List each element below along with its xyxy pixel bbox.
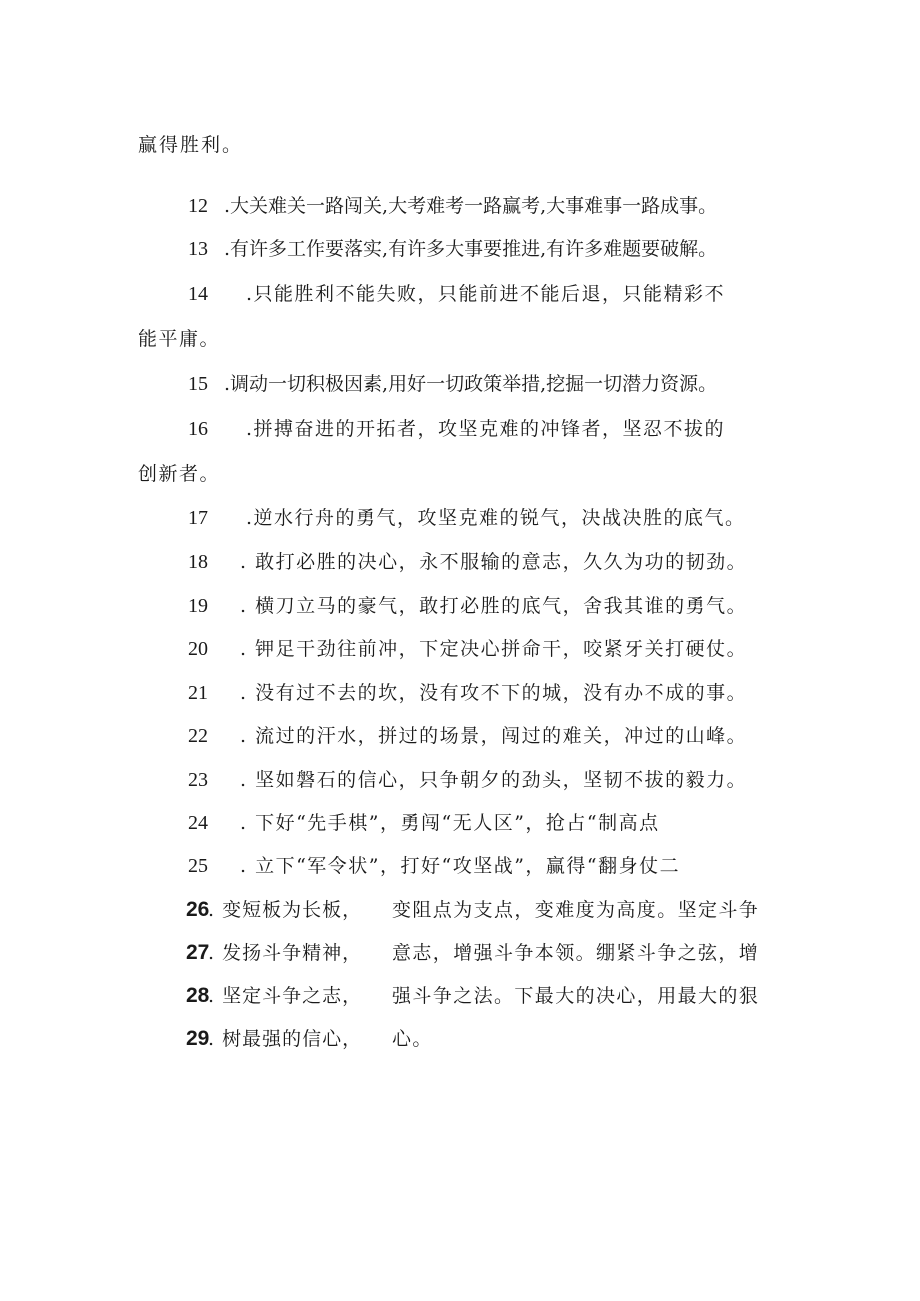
item-text: .大关难关一路闯关,大考难考一路赢考,大事难事一路成事。 <box>224 195 718 217</box>
item-text: . 变短板为长板， <box>208 899 363 921</box>
right-column-line: 变阻点为支点，变难度为高度。坚定斗争 <box>392 899 760 921</box>
item-text: . 树最强的信心， <box>208 1028 363 1050</box>
item-number: 13 <box>188 238 208 260</box>
item-text: .只能胜利不能失败，只能前进不能后退，只能精彩不 <box>246 283 726 305</box>
right-column-line: 意志，增强斗争本领。绷紧斗争之弦，增 <box>392 942 760 964</box>
item-text: . 钾足干劲往前冲，下定决心拼命干，咬紧牙关打硬仗。 <box>240 638 748 660</box>
item-text-wrap: 能平庸。 <box>138 328 221 350</box>
right-column-line: 强斗争之法。下最大的决心，用最大的狠 <box>392 985 760 1007</box>
item-number: 28 <box>186 984 210 1007</box>
item-text: .逆水行舟的勇气，攻坚克难的锐气，决战决胜的底气。 <box>246 507 746 529</box>
item-text: . 坚定斗争之志， <box>208 985 363 1007</box>
item-number: 17 <box>188 507 208 529</box>
item-number: 26 <box>186 898 210 921</box>
item-number: 27 <box>186 941 210 964</box>
right-column-line: 心。 <box>392 1028 433 1050</box>
item-text: . 坚如磐石的信心，只争朝夕的劲头，坚韧不拔的毅力。 <box>240 769 748 791</box>
item-text: . 横刀立马的豪气，敢打必胜的底气，舍我其谁的勇气。 <box>240 595 748 617</box>
item-number: 22 <box>188 725 208 747</box>
continuation-text: 赢得胜利。 <box>138 134 244 156</box>
item-text: . 下好“先手棋”，勇闯“无人区”，抢占“制高点 <box>240 812 660 834</box>
item-text: .有许多工作要落实,有许多大事要推进,有许多难题要破解。 <box>224 238 718 260</box>
item-number: 19 <box>188 595 208 617</box>
item-text: . 立下“军令状”，打好“攻坚战”，赢得“翻身仗二 <box>240 855 681 877</box>
item-number: 16 <box>188 418 208 440</box>
item-number: 15 <box>188 373 208 395</box>
item-number: 25 <box>188 855 208 877</box>
item-text: .拼搏奋进的开拓者，攻坚克难的冲锋者，坚忍不拔的 <box>246 418 726 440</box>
item-number: 23 <box>188 769 208 791</box>
item-number: 14 <box>188 283 208 305</box>
item-text: .调动一切积极因素,用好一切政策举措,挖掘一切潜力资源。 <box>224 373 718 395</box>
item-text: . 流过的汗水，拼过的场景，闯过的难关，冲过的山峰。 <box>240 725 748 747</box>
item-text: . 发扬斗争精神， <box>208 942 363 964</box>
item-number: 24 <box>188 812 208 834</box>
item-text-wrap: 创新者。 <box>138 463 221 485</box>
item-number: 12 <box>188 195 208 217</box>
item-text: . 没有过不去的坎，没有攻不下的城，没有办不成的事。 <box>240 682 748 704</box>
item-text: . 敢打必胜的决心，永不服输的意志，久久为功的韧劲。 <box>240 551 748 573</box>
item-number: 20 <box>188 638 208 660</box>
item-number: 29 <box>186 1027 210 1050</box>
item-number: 21 <box>188 682 208 704</box>
item-number: 18 <box>188 551 208 573</box>
